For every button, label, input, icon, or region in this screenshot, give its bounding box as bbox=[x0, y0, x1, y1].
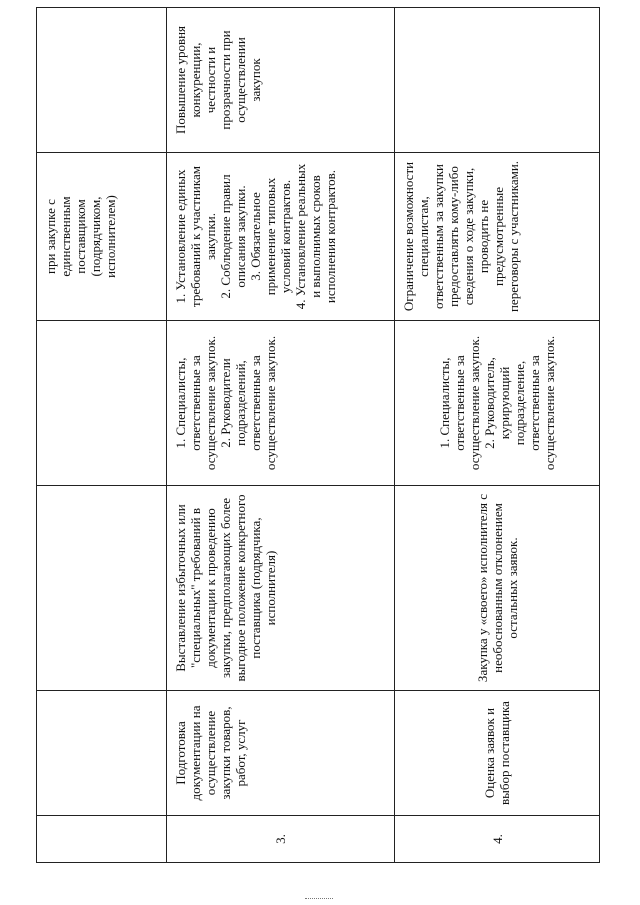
responsible-cell bbox=[37, 321, 167, 486]
risk-cell bbox=[37, 486, 167, 691]
result-cell bbox=[37, 8, 167, 153]
measures-cell bbox=[395, 153, 600, 321]
risk-cell: Закупка у «своего» исполнителя с необоснованным отклонением остальных заявок. bbox=[395, 486, 600, 691]
table-row-3 bbox=[167, 8, 395, 863]
responsible-item: 2. Руководитель, курирующий подразделение, ответственные за осуществление закупок. bbox=[482, 335, 557, 471]
responsible-item: 2. Руководители подразделений, ответственные за осуществление закупок. bbox=[218, 335, 278, 471]
risk-cell: Выставление избыточных или "специальных" требований в документации к проведению закупки, предполагающих более выгодное положение конкретного поставщика (подрядчика, исполнителя) bbox=[167, 486, 395, 691]
responsible-cell bbox=[395, 321, 600, 486]
measures-line: исполнителем) bbox=[103, 195, 118, 278]
row-number-cell: 3. bbox=[167, 816, 395, 863]
responsible-cell bbox=[167, 321, 395, 486]
measures-item: Ограничение возможности специалистам, ответственным за закупки предоставлять кому-либо сведения о ходе закупки, проводить не предусмотренные переговоры с участниками. bbox=[401, 160, 521, 313]
measures-line: единственным bbox=[58, 196, 73, 277]
measures-item: 3. Обязательное применение типовых условий контрактов. bbox=[248, 177, 293, 296]
result-cell: Повышение уровня конкуренции, честности и прозрачности при осуществлении закупок bbox=[167, 8, 395, 153]
row-number-cell: 4. bbox=[395, 816, 600, 863]
row-number-cell bbox=[37, 816, 167, 863]
stage-cell bbox=[37, 691, 167, 816]
measures-line: поставщиком bbox=[73, 199, 88, 274]
measures-cell bbox=[37, 153, 167, 321]
responsible-item: 1. Специалисты, ответственные за осуществление закупок. bbox=[173, 335, 218, 471]
page-footer-mark bbox=[305, 898, 333, 903]
measures-item: 1. Установление единых требований к участникам закупки. bbox=[173, 166, 218, 307]
responsible-item: 1. Специалисты, ответственные за осуществление закупок. bbox=[437, 335, 482, 471]
measures-item: 4. Установление реальных и выполнимых сроков исполнения контрактов. bbox=[293, 163, 338, 310]
table-row-4 bbox=[395, 8, 600, 863]
measures-line: при закупке с bbox=[43, 199, 58, 274]
measures-cell bbox=[167, 153, 395, 321]
corruption-risk-table bbox=[36, 7, 600, 863]
measures-item: 2. Соблюдение правил описания закупки. bbox=[218, 174, 248, 299]
stage-cell: Оценка заявок и выбор поставщика bbox=[395, 691, 600, 816]
table-row-continuation bbox=[37, 8, 167, 863]
result-cell bbox=[395, 8, 600, 153]
stage-cell: Подготовка документации на осуществление закупки товаров, работ, услуг bbox=[167, 691, 395, 816]
measures-line: (подрядчиком, bbox=[88, 196, 103, 277]
